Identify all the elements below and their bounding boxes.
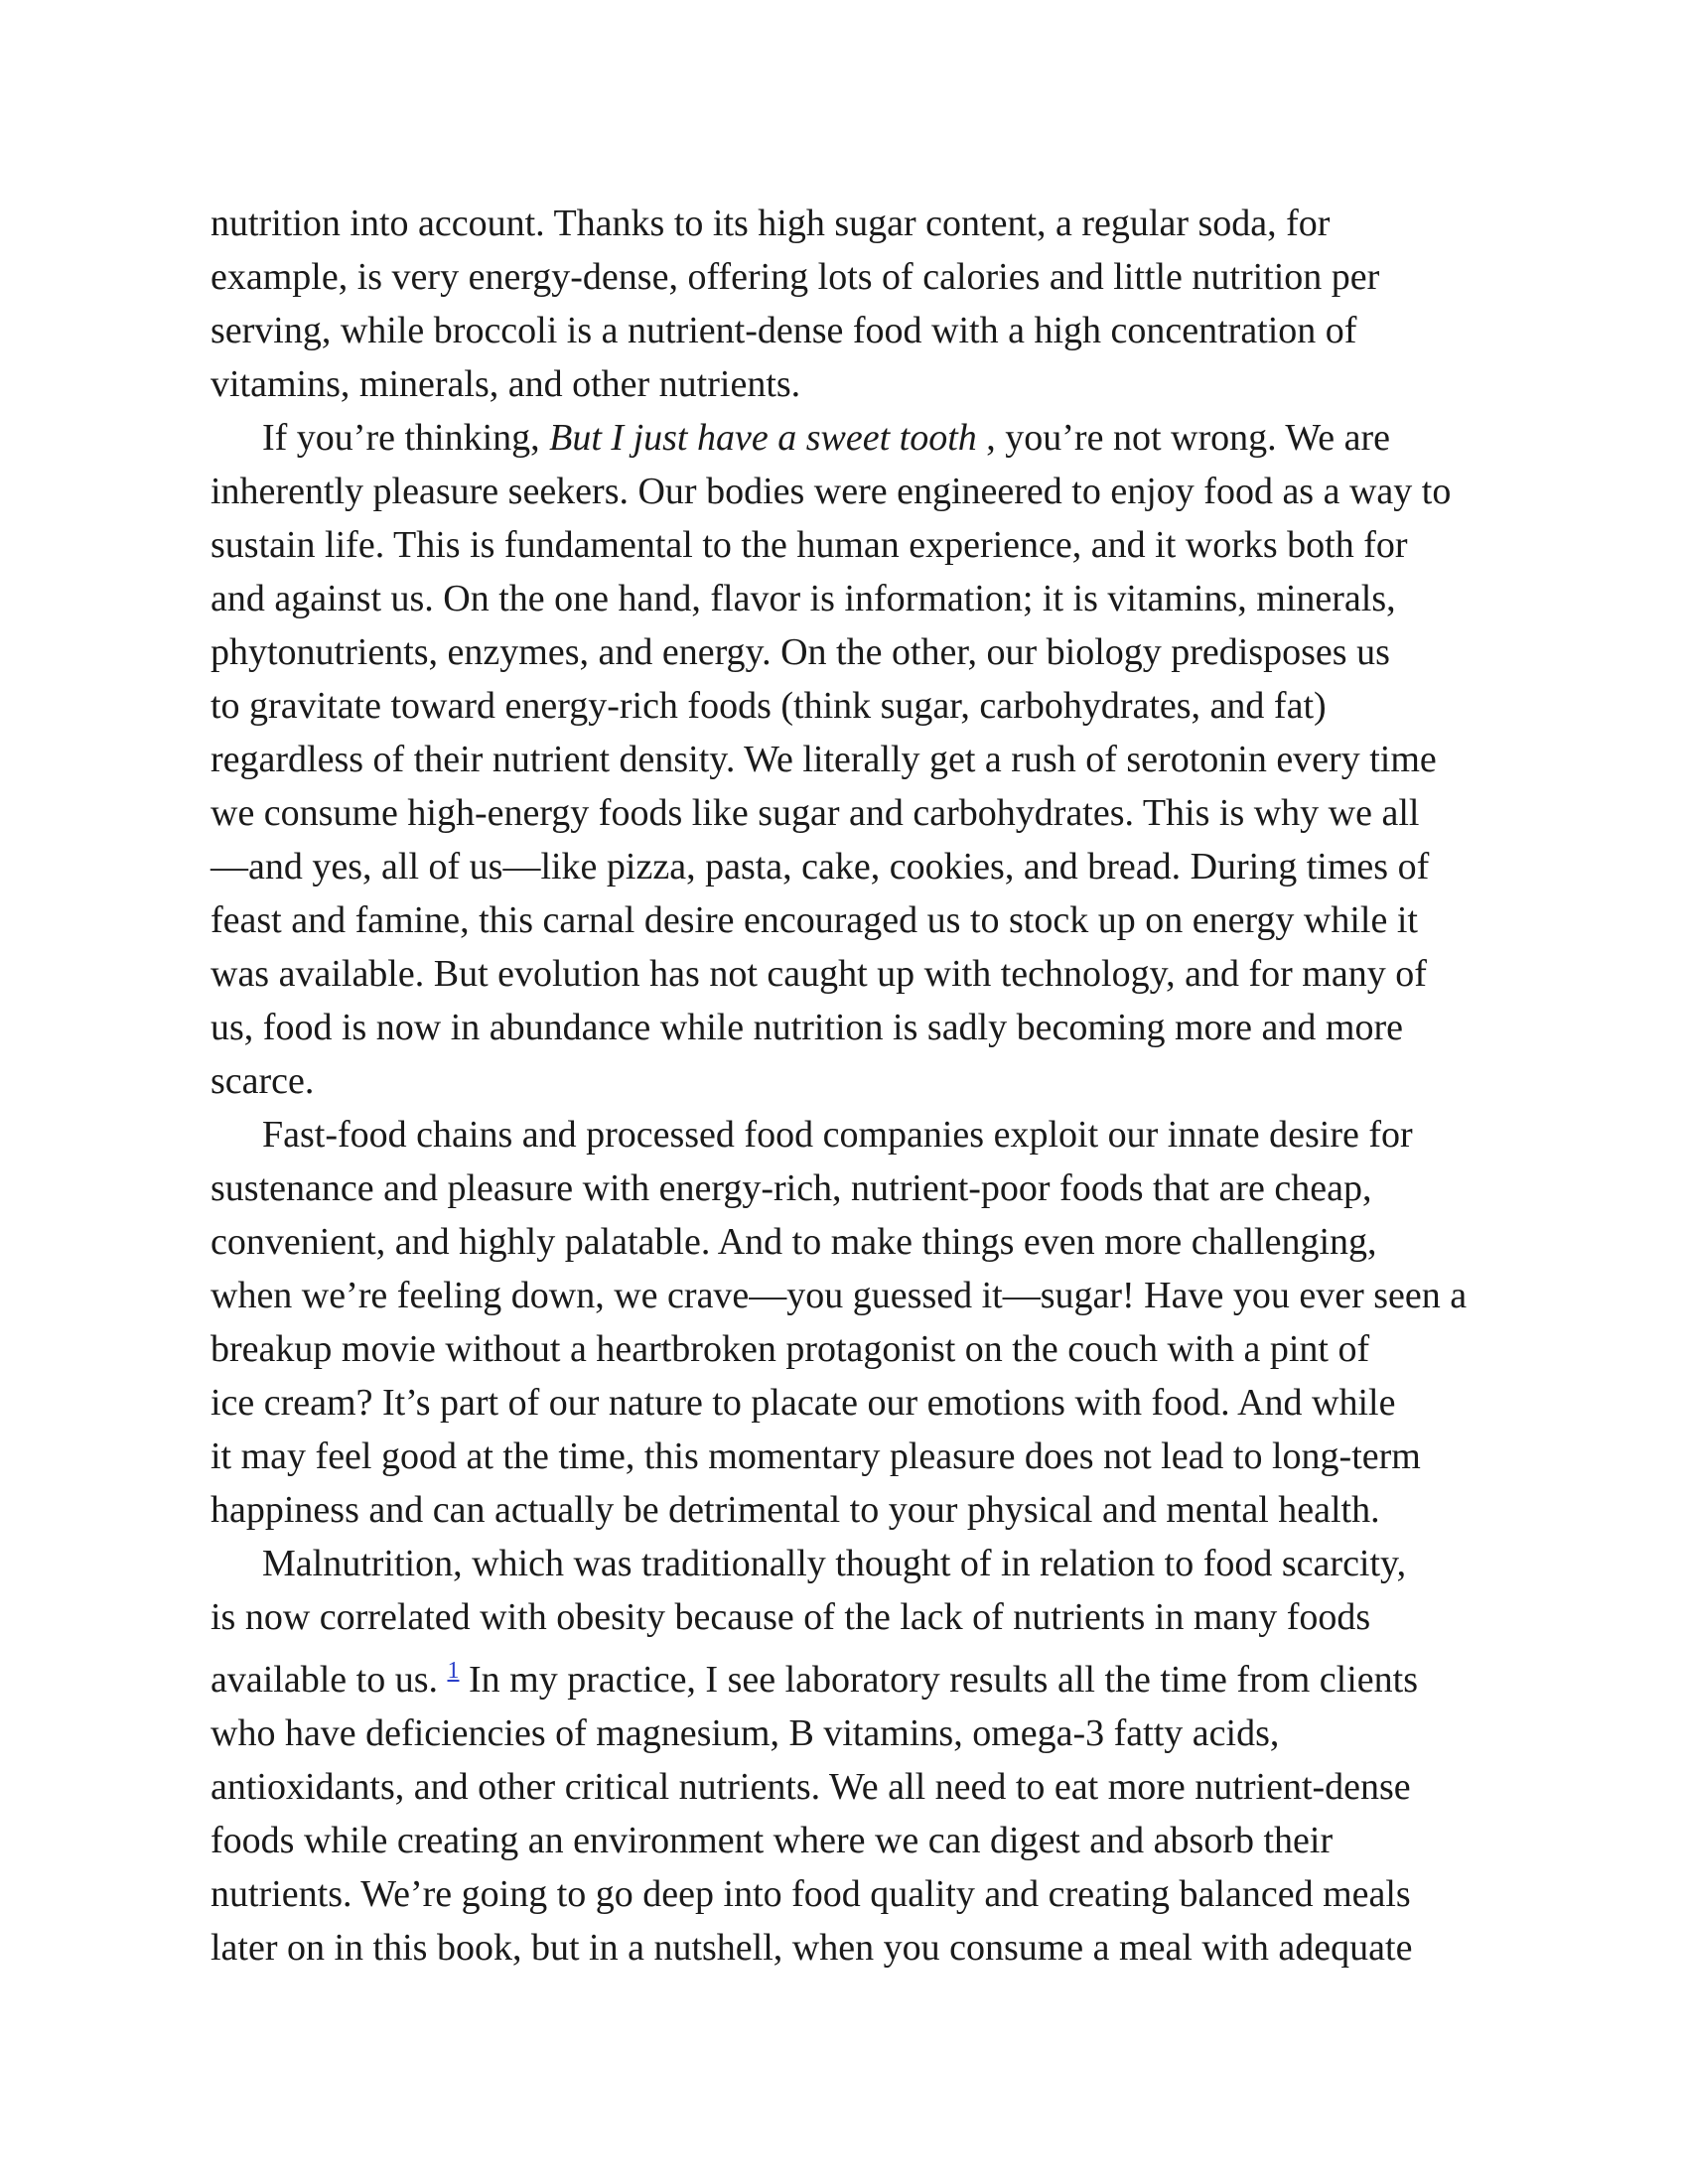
paragraph-4 <box>211 1537 1491 1975</box>
text-line: nutrition into account. Thanks to its high sugar content, a regular soda, for <box>211 203 1331 244</box>
text-line: breakup movie without a heartbroken protagonist on the couch with a pint of <box>211 1328 1370 1370</box>
italic-phrase: But I just have a sweet tooth <box>549 417 977 459</box>
text-line: vitamins, minerals, and other nutrients. <box>211 363 801 405</box>
text-run: If you’re thinking, <box>262 417 550 459</box>
text-line: Fast-food chains and processed food companies exploit our innate desire for <box>262 1114 1413 1156</box>
text-line: phytonutrients, enzymes, and energy. On the other, our biology predisposes us <box>211 631 1390 673</box>
text-line: scarce. <box>211 1060 315 1102</box>
page-body <box>211 197 1491 1975</box>
text-run: , you’re not wrong. We are <box>976 417 1390 459</box>
text-line: sustain life. This is fundamental to the human experience, and it works both for <box>211 524 1408 566</box>
text-line: ice cream? It’s part of our nature to placate our emotions with food. And while <box>211 1382 1396 1424</box>
footnote-link[interactable]: 1 <box>447 1658 460 1684</box>
text-line: when we’re feeling down, we crave—you guessed it—sugar! Have you ever seen a <box>211 1275 1468 1316</box>
text-line <box>211 411 1491 465</box>
text-line: inherently pleasure seekers. Our bodies were engineered to enjoy food as a way to <box>211 471 1452 512</box>
text-line <box>211 1644 1491 1706</box>
text-line: serving, while broccoli is a nutrient-dense food with a high concentration of <box>211 310 1357 351</box>
text-line: feast and famine, this carnal desire encouraged us to stock up on energy while it <box>211 899 1418 941</box>
text-line: us, food is now in abundance while nutrition is sadly becoming more and more <box>211 1007 1403 1048</box>
text-line: was available. But evolution has not caught up with technology, and for many of <box>211 953 1427 995</box>
text-line: Malnutrition, which was traditionally thought of in relation to food scarcity, <box>262 1543 1407 1584</box>
text-line: happiness and can actually be detrimental to your physical and mental health. <box>211 1489 1380 1531</box>
text-line: example, is very energy-dense, offering lots of calories and little nutrition per <box>211 256 1380 298</box>
text-line: foods while creating an environment where we can digest and absorb their <box>211 1820 1334 1861</box>
text-line: is now correlated with obesity because of the lack of nutrients in many foods <box>211 1596 1371 1638</box>
text-run: available to us. <box>211 1659 448 1701</box>
paragraph-2 <box>211 411 1491 1108</box>
text-line: later on in this book, but in a nutshell, when you consume a meal with adequate <box>211 1927 1413 1969</box>
text-line: convenient, and highly palatable. And to make things even more challenging, <box>211 1221 1377 1263</box>
text-line: to gravitate toward energy-rich foods (think sugar, carbohydrates, and fat) <box>211 685 1327 727</box>
text-line: —and yes, all of us—like pizza, pasta, cake, cookies, and bread. During times of <box>211 846 1430 887</box>
text-line: who have deficiencies of magnesium, B vitamins, omega-3 fatty acids, <box>211 1712 1280 1754</box>
text-line: regardless of their nutrient density. We literally get a rush of serotonin every time <box>211 739 1437 780</box>
paragraph-1 <box>211 197 1491 411</box>
text-line: nutrients. We’re going to go deep into food quality and creating balanced meals <box>211 1873 1411 1915</box>
text-line: it may feel good at the time, this momentary pleasure does not lead to long-term <box>211 1435 1421 1477</box>
text-line: sustenance and pleasure with energy-rich, nutrient-poor foods that are cheap, <box>211 1167 1372 1209</box>
text-run: In my practice, I see laboratory results all the time from clients <box>459 1659 1418 1701</box>
text-line: we consume high-energy foods like sugar and carbohydrates. This is why we all <box>211 792 1420 834</box>
text-line: antioxidants, and other critical nutrients. We all need to eat more nutrient-dense <box>211 1766 1411 1808</box>
paragraph-3 <box>211 1108 1491 1537</box>
text-line: and against us. On the one hand, flavor is information; it is vitamins, minerals, <box>211 578 1396 619</box>
